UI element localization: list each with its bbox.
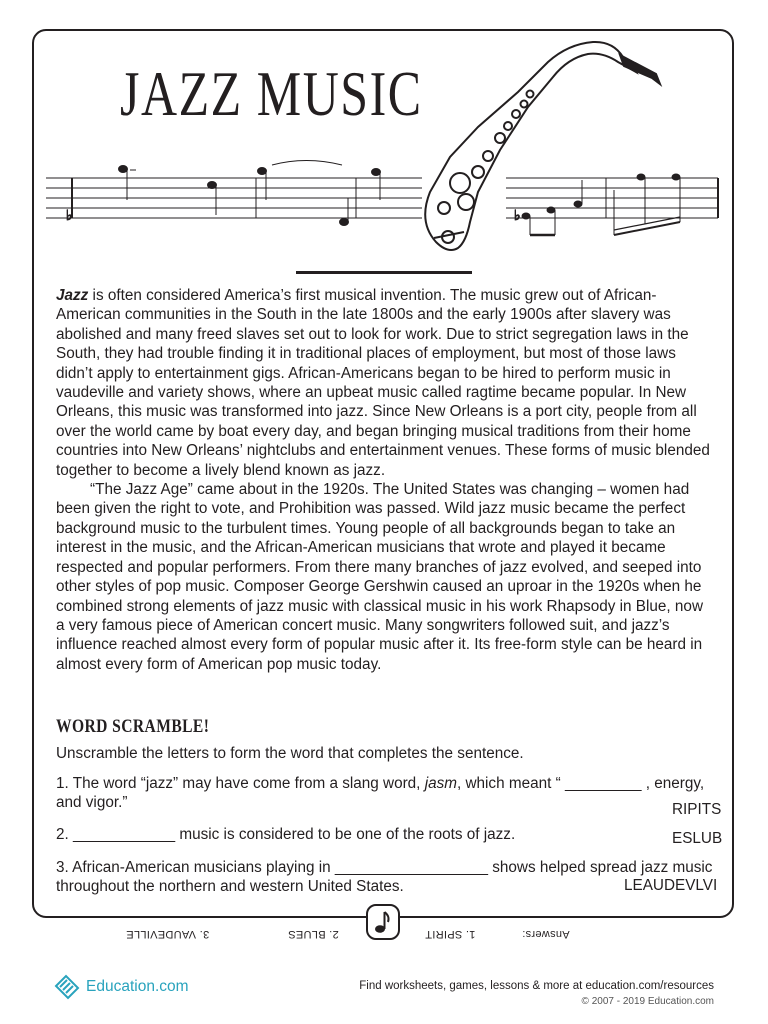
footer-tagline[interactable]: Find worksheets, games, lessons & more at education.com/resources — [359, 980, 714, 992]
scrambled-word-2: ESLUB — [672, 830, 723, 847]
page-title: JAZZ MUSIC — [120, 58, 423, 129]
answers-label: Answers: — [522, 928, 570, 940]
paragraph-1 — [56, 286, 712, 480]
answer-2: 2. BLUES — [288, 928, 339, 940]
paragraph-2: “The Jazz Age” came about in the 1920s. The United States was changing – women had been given the right to vote, and Prohibition was passed. Wild jazz music became the perfect background music to the turbulent times. Young people of all backgrounds began to take an interest in the music, and the African-American musicians that wrote and played it became respected and popular performers. From there many branches of jazz evolved, and seeped into other styles of pop music. Composer George Gershwin caused an uproar in the 1920s when he combined strong elements of jazz music with classical music in his work Rhapsody in Blue, now a very famous piece of American concert music. Many songwriters followed suit, and jazz’s influence reached almost every form of popular music after it. Its free-form style can be heard in almost every form of American pop music today. — [56, 481, 703, 673]
question-1 — [56, 774, 716, 813]
music-note-icon — [366, 904, 400, 940]
article-body — [56, 286, 712, 674]
question-3: 3. African-American musicians playing in __________________ shows helped spread jazz music throughout the northern and western United States. — [56, 859, 713, 896]
question-2: 2. ____________ music is considered to be one of the roots of jazz. — [56, 826, 516, 843]
saxophone-illustration — [408, 32, 670, 262]
question-1-text: 1. The word “jazz” may have come from a slang word, — [56, 775, 425, 792]
question-1-italic: jasm — [424, 775, 457, 792]
instructions: Unscramble the letters to form the word that completes the sentence. — [56, 745, 524, 762]
footer-copyright: © 2007 - 2019 Education.com — [581, 996, 714, 1007]
svg-text:♭: ♭ — [66, 208, 73, 224]
education-logo-text: Education.com — [86, 978, 189, 995]
answer-3: 3. VAUDEVILLE — [126, 928, 210, 940]
education-logo-icon — [52, 972, 82, 1002]
paragraph-1-text: is often considered America’s first musical invention. The music grew out of African-American communities in the South in the late 1800s and the early 1900s after slavery was abolished and many freed slaves set out to look for work. Due to strict segregation laws in the South, they had trouble finding it in traditional places of employment, but most of those laws didn’t apply to entertainment gigs. African-Americans began to be hired to perform music in vaudeville and variety shows, where an upbeat music called ragtime became popular. In New Orleans, this music was transformed into jazz. Since New Orleans is a port city, people from all over the world came by boat every day, and began bringing musical traditions from their home countries into New Orleans’ nightclubs and entertainment venues. These forms of music blended together to become a lively blend known as jazz. — [56, 287, 710, 479]
answer-1: 1. SPIRIT — [425, 928, 476, 940]
lead-word: Jazz — [56, 287, 89, 304]
word-scramble-title: WORD SCRAMBLE! — [56, 716, 210, 737]
title-divider — [296, 271, 472, 274]
scrambled-word-3: LEAUDEVLVI — [624, 877, 718, 894]
question-1-text-end: , which meant “ _________ , energy, and vigor.” — [56, 775, 705, 812]
svg-text:♭: ♭ — [514, 208, 521, 224]
education-logo[interactable] — [52, 972, 189, 1002]
scrambled-word-1: RIPITS — [672, 801, 722, 818]
